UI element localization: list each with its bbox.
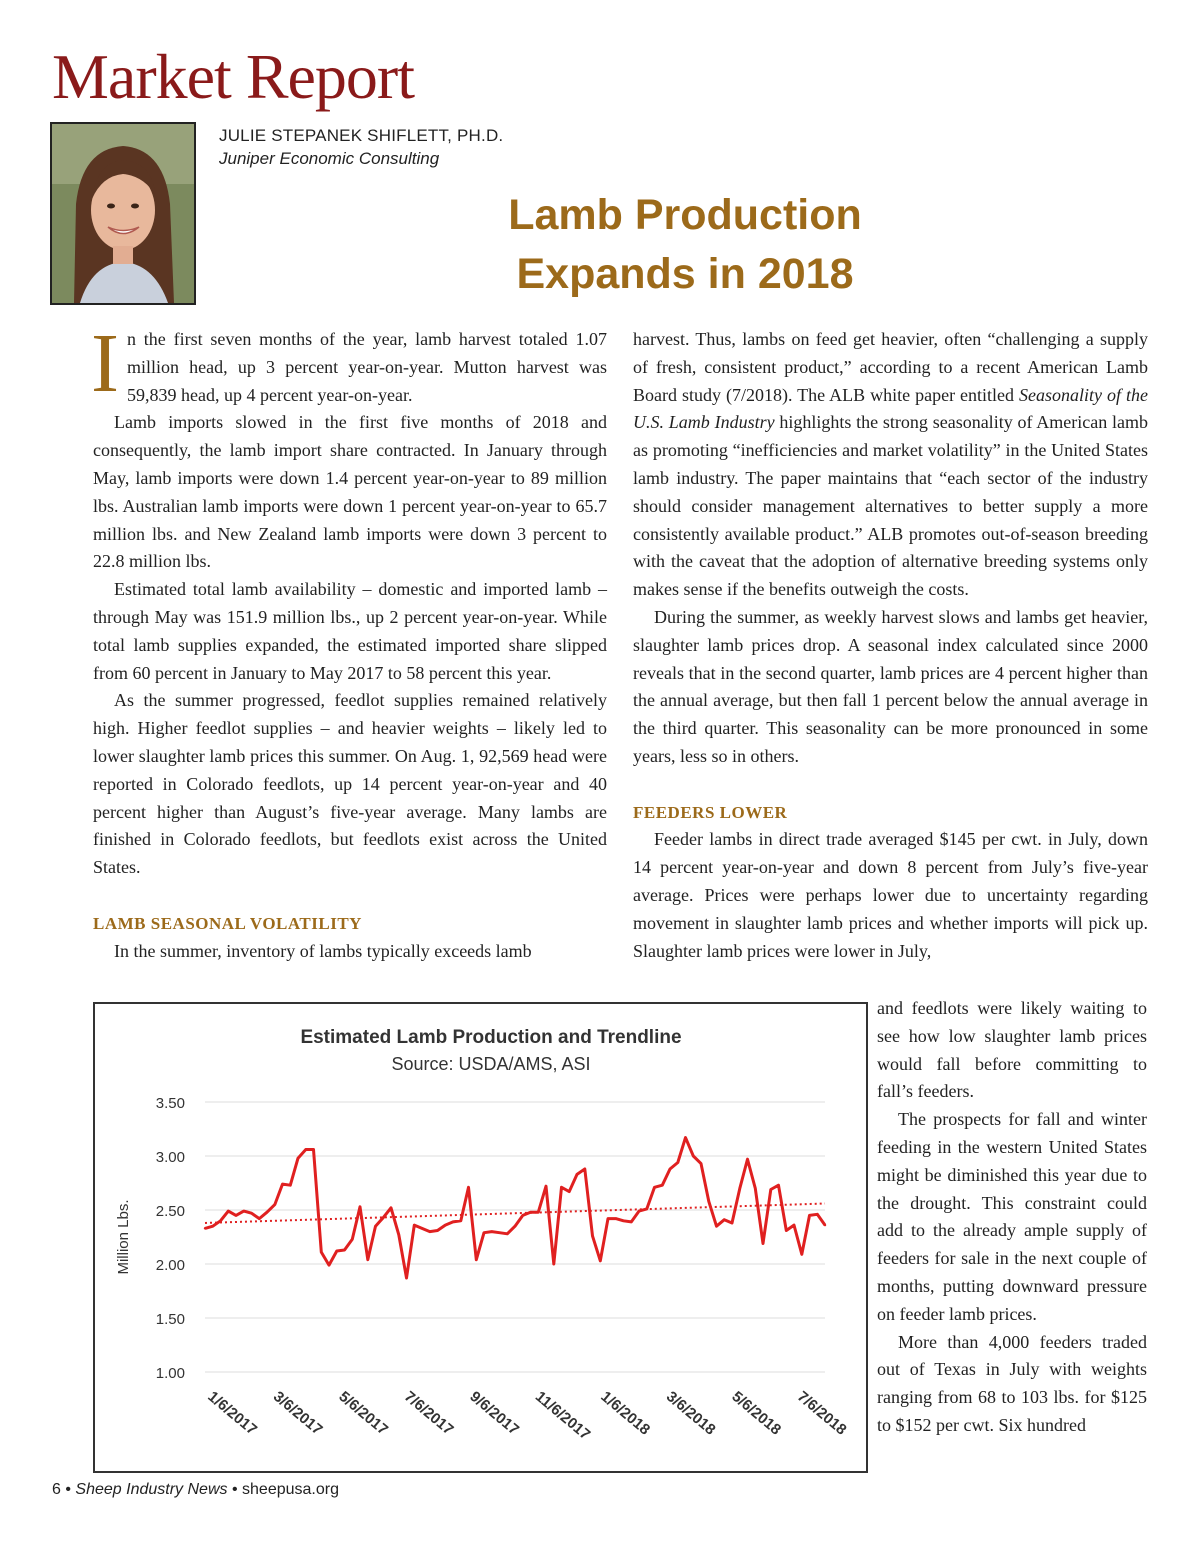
data-point — [824, 1224, 826, 1226]
author-name: JULIE STEPANEK SHIFLETT, PH.D. — [219, 126, 504, 145]
data-point — [359, 1206, 361, 1208]
data-point — [731, 1222, 733, 1224]
paragraph: and feedlots were likely waiting to see how low slaughter lamb prices would fall before committing to fall’s feeders. — [877, 998, 1147, 1102]
author-organization: Juniper Economic Consulting — [219, 149, 440, 168]
data-point — [568, 1190, 570, 1192]
data-point — [460, 1220, 462, 1222]
data-point — [576, 1173, 578, 1175]
paragraph: As the summer progressed, feedlot supplies remained relatively high. Higher feedlot supplies – and heavier weights – likely led to lower slaughter lamb prices this summer. On Aug. 1, 92,569 head were reported in Colorado feedlots, up 14 percent year-on-year and 40 percent higher than August’s five-year average. Many lambs are finished in Colorado feedlots, but feedlots exist across the United States. — [93, 690, 607, 878]
footer-bullet: • — [231, 1481, 238, 1498]
article-headline — [450, 186, 920, 304]
data-point — [312, 1148, 314, 1150]
x-tick-label: 9/6/2017 — [466, 1388, 523, 1439]
data-point — [700, 1162, 702, 1164]
data-point — [483, 1231, 485, 1233]
paragraph: In the summer, inventory of lambs typically exceeds lamb — [114, 940, 532, 961]
data-point — [770, 1188, 772, 1190]
data-point — [405, 1277, 407, 1279]
paragraph-text: harvest. Thus, lambs on feed get heavier, often “challenging a supply of fresh, consistent product,” according to a recent American Lamb Board study (7/2018). The ALB white paper entitled — [633, 329, 1148, 405]
x-tick-label: 5/6/2017 — [335, 1388, 392, 1439]
paragraph — [91, 317, 607, 410]
publication-name: Sheep Industry News — [75, 1481, 228, 1498]
data-point — [227, 1210, 229, 1212]
data-point — [599, 1260, 601, 1262]
data-point — [591, 1235, 593, 1237]
data-point — [560, 1186, 562, 1188]
author-photo — [50, 122, 196, 305]
headline-line-2: Expands in 2018 — [516, 250, 854, 298]
paper-title: Seasonality of the U.S. Lamb Industry — [633, 384, 1148, 433]
x-tick-label: 11/6/2017 — [531, 1388, 594, 1444]
data-point — [219, 1220, 221, 1222]
data-point — [204, 1227, 206, 1229]
data-point — [816, 1213, 818, 1215]
data-point — [529, 1211, 531, 1213]
article-column-2 — [633, 326, 1148, 965]
data-point — [351, 1238, 353, 1240]
data-point — [475, 1258, 477, 1260]
headline-line-1: Lamb Production — [508, 191, 862, 239]
data-point — [808, 1214, 810, 1216]
data-point — [274, 1203, 276, 1205]
paragraph: Estimated total lamb availability – domestic and imported lamb – through May was 151.9 million lbs., up 2 percent year-on-year. While total lamb supplies expanded, the estimated imported share slipped from 60 percent in January to May 2017 to 58 percent this year. — [93, 579, 607, 683]
data-point — [367, 1258, 369, 1260]
y-tick-label: 1.00 — [155, 1365, 185, 1382]
data-point — [514, 1225, 516, 1227]
paragraph: Feeder lambs in direct trade averaged $145 per cwt. in July, down 14 percent year-on-year and down 8 percent from July’s five-year average. Prices were perhaps lower due to uncertainty regarding movement in slaughter lamb prices and whether imports will pick up. Slaughter lamb prices were lower in July, — [633, 829, 1148, 961]
data-point — [444, 1224, 446, 1226]
data-point — [374, 1225, 376, 1227]
data-point — [212, 1225, 214, 1227]
data-point — [684, 1136, 686, 1138]
data-point — [708, 1200, 710, 1202]
paragraph: More than 4,000 feeders traded out of Texas in July with weights ranging from 68 to 103 lbs. for $125 to $152 per cwt. Six hundred — [877, 1331, 1147, 1435]
data-point — [615, 1217, 617, 1219]
footer-bullet: • — [65, 1481, 71, 1498]
x-tick-label: 7/6/2018 — [793, 1388, 850, 1439]
data-point — [382, 1216, 384, 1218]
data-point — [305, 1148, 307, 1150]
data-point — [653, 1186, 655, 1188]
article-column-3 — [877, 995, 1147, 1440]
data-point — [281, 1183, 283, 1185]
data-point — [646, 1208, 648, 1210]
chart-subtitle: Source: USDA/AMS, ASI — [391, 1054, 591, 1074]
x-tick-label: 1/6/2017 — [204, 1388, 261, 1439]
data-point — [421, 1227, 423, 1229]
data-point — [498, 1231, 500, 1233]
x-tick-label: 3/6/2018 — [662, 1388, 719, 1439]
data-point — [491, 1230, 493, 1232]
data-point — [661, 1184, 663, 1186]
data-point — [638, 1210, 640, 1212]
data-point — [258, 1217, 260, 1219]
data-point — [739, 1187, 741, 1189]
x-tick-label: 3/6/2017 — [269, 1388, 326, 1439]
page-number: 6 — [52, 1481, 61, 1498]
paragraph: During the summer, as weekly harvest slows and lambs get heavier, slaughter lamb prices drop. A seasonal index calculated since 2000 reveals that in the second quarter, lamb prices are 4 percent higher than the annual average, but then fall 1 percent below the annual average in the third quarter. This seasonality can be more pronounced in some years, less so in others. — [633, 606, 1148, 766]
data-point — [320, 1251, 322, 1253]
data-point — [250, 1212, 252, 1214]
y-tick-label: 2.00 — [155, 1257, 185, 1274]
data-point — [607, 1217, 609, 1219]
data-point — [754, 1187, 756, 1189]
data-point — [328, 1264, 330, 1266]
drop-cap: I — [91, 317, 119, 410]
masthead: Market Report — [52, 41, 414, 112]
paragraph-text: highlights the strong seasonality of American lamb as promoting “inefficiencies and market volatility” in the United States lamb industry. The paper maintains that “each sector of the industry should consider management alternatives to better supply a more consistently available product.” ALB promotes out-of-season breeding with the caveat that the adoption of alternative breeding systems only makes sense if the benefits outweigh the costs. — [633, 412, 1148, 600]
paragraph: Lamb imports slowed in the first five months of 2018 and consequently, the lamb import share contracted. In January through May, lamb imports were down 1.4 percent year-on-year to 89 million lbs. Australian lamb imports were down 1 percent year-on-year to 65.7 million lbs. and New Zealand lamb imports were down 3 percent to 22.8 million lbs. — [93, 412, 607, 572]
production-chart — [93, 1002, 868, 1473]
data-point — [545, 1185, 547, 1187]
data-point — [677, 1161, 679, 1163]
section-heading: FEEDERS LOWER — [633, 802, 788, 822]
chart-title: Estimated Lamb Production and Trendline — [300, 1027, 682, 1048]
data-point — [537, 1211, 539, 1213]
data-point — [522, 1214, 524, 1216]
data-point — [297, 1157, 299, 1159]
page-footer — [52, 1481, 339, 1499]
website-link[interactable]: sheepusa.org — [242, 1481, 339, 1498]
section-heading: LAMB SEASONAL VOLATILITY — [93, 913, 362, 933]
data-point — [762, 1242, 764, 1244]
data-point — [398, 1234, 400, 1236]
data-point — [289, 1184, 291, 1186]
data-point — [584, 1168, 586, 1170]
data-point — [692, 1155, 694, 1157]
data-point — [266, 1211, 268, 1213]
data-point — [436, 1229, 438, 1231]
chart-canvas — [95, 1004, 866, 1471]
data-point — [715, 1225, 717, 1227]
y-tick-label: 3.50 — [155, 1095, 185, 1112]
data-point — [669, 1168, 671, 1170]
data-point — [801, 1253, 803, 1255]
data-point — [723, 1219, 725, 1221]
data-point — [793, 1224, 795, 1226]
x-tick-label: 1/6/2018 — [597, 1388, 654, 1439]
data-point — [429, 1230, 431, 1232]
paragraph — [633, 326, 1148, 604]
x-tick-label: 7/6/2017 — [400, 1388, 457, 1439]
data-point — [777, 1184, 779, 1186]
author-byline — [219, 126, 503, 169]
data-point — [630, 1221, 632, 1223]
y-tick-label: 2.50 — [155, 1203, 185, 1220]
article-column-1 — [91, 317, 607, 965]
data-point — [553, 1263, 555, 1265]
data-point — [235, 1214, 237, 1216]
data-point — [622, 1220, 624, 1222]
data-point — [452, 1221, 454, 1223]
y-tick-label: 1.50 — [155, 1311, 185, 1328]
data-point — [467, 1186, 469, 1188]
data-point — [413, 1224, 415, 1226]
data-point — [506, 1233, 508, 1235]
y-axis-label: Million Lbs. — [115, 1199, 132, 1275]
data-point — [336, 1250, 338, 1252]
data-point — [390, 1207, 392, 1209]
x-tick-label: 5/6/2018 — [728, 1388, 785, 1439]
paragraph-text: n the first seven months of the year, lamb harvest totaled 1.07 million head, up 3 percent year-on-year. Mutton harvest was 59,839 head, up 4 percent year-on-year. — [126, 329, 607, 405]
data-point — [343, 1249, 345, 1251]
y-tick-label: 3.00 — [155, 1149, 185, 1166]
data-point — [243, 1210, 245, 1212]
data-point — [785, 1229, 787, 1231]
paragraph: The prospects for fall and winter feeding in the western United States might be diminished this year due to the drought. This constraint could add to the already ample supply of feeders for sale in the next couple of months, putting downward pressure on feeder lamb prices. — [877, 1109, 1147, 1324]
data-point — [746, 1158, 748, 1160]
